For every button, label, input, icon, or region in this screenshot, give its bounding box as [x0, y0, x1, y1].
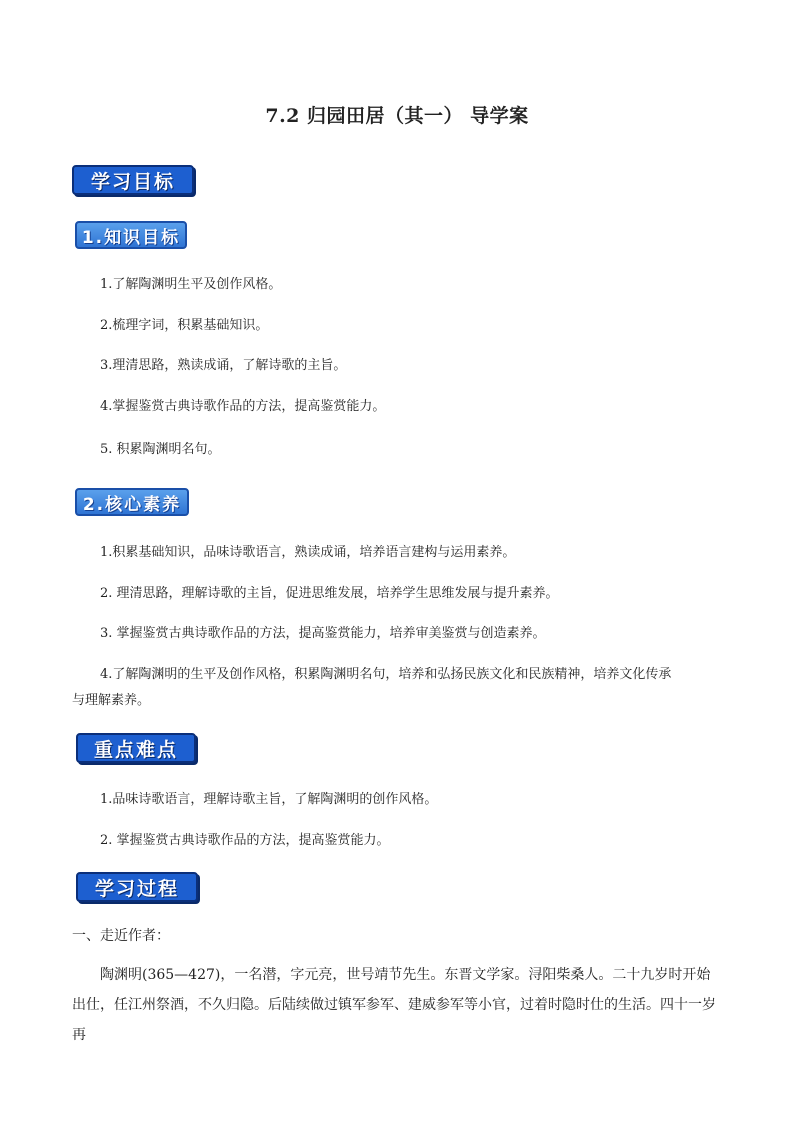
knowledge-item-4: 4.掌握鉴赏古典诗歌作品的方法，提高鉴赏能力。: [100, 399, 386, 414]
key-item-2: 2. 掌握鉴赏古典诗歌作品的方法，提高鉴赏能力。: [100, 833, 390, 848]
section-badge-label: 学习目标: [90, 170, 175, 193]
core-item-2: 2. 理清思路，理解诗歌的主旨，促进思维发展，培养学生思维发展与提升素养。: [100, 586, 559, 601]
author-paragraph: 陶渊明(365—427)，一名潜，字元亮，世号靖节先生。东晋文学家。浔阳柴桑人。二十九岁时开始出仕，任江州祭酒，不久归隐。后陆续做过镇军参军、建威参军等小官，过着时隐时仕的生活。四十一岁再: [72, 967, 716, 1043]
section-badge-process: [76, 872, 198, 902]
knowledge-item-1: 1.了解陶渊明生平及创作风格。: [100, 277, 282, 292]
section-badge-label: 学习过程: [94, 877, 179, 900]
process-heading: 一、走近作者：: [72, 928, 170, 944]
section-badge-label: 1.知识目标: [81, 227, 181, 248]
core-item-4: 4.了解陶渊明的生平及创作风格，积累陶渊明名句，培养和弘扬民族文化和民族精神，培养文化传承: [100, 667, 672, 682]
core-item-3: 3. 掌握鉴赏古典诗歌作品的方法，提高鉴赏能力，培养审美鉴赏与创造素养。: [100, 626, 546, 641]
knowledge-item-5: 5. 积累陶渊明名句。: [100, 442, 221, 457]
knowledge-item-3: 3.理清思路，熟读成诵，了解诗歌的主旨。: [100, 358, 347, 373]
section-badge-key-points: [76, 733, 196, 763]
section-badge-core: [75, 488, 189, 516]
section-badge-label: 重点难点: [93, 738, 178, 761]
knowledge-item-2: 2.梳理字词，积累基础知识。: [100, 318, 269, 333]
core-item-1: 1.积累基础知识，品味诗歌语言，熟读成诵，培养语言建构与运用素养。: [100, 545, 516, 560]
key-item-1: 1.品味诗歌语言，理解诗歌主旨，了解陶渊明的创作风格。: [100, 792, 438, 807]
section-badge-label: 2.核心素养: [82, 494, 182, 515]
page-title: 7.2 归园田居（其一） 导学案: [265, 105, 529, 127]
core-item-4-cont: 与理解素养。: [72, 693, 151, 708]
section-badge-knowledge: [75, 221, 187, 249]
section-badge-objectives: [72, 165, 194, 195]
